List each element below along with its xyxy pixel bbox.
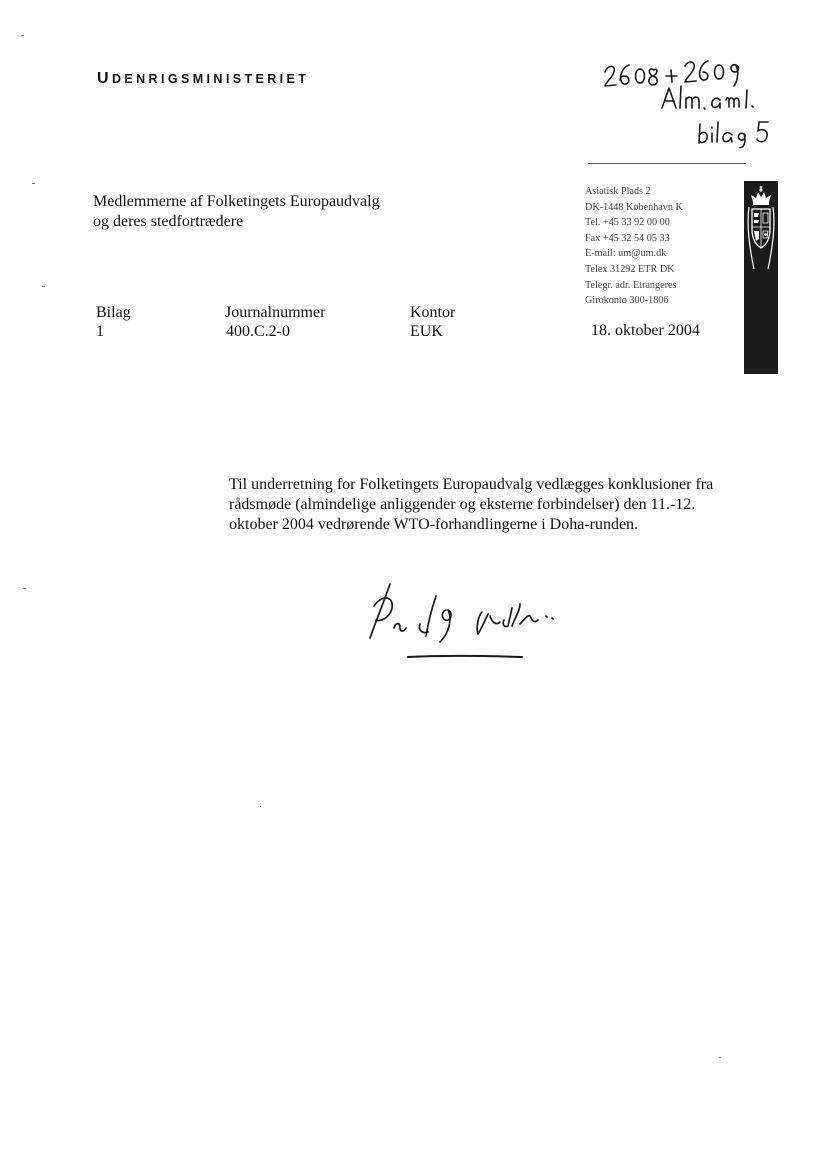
ministry-name-rest: DENRIGSMINISTERIET	[111, 72, 310, 86]
royal-coat-of-arms-icon	[744, 181, 778, 374]
address-line: Fax +45 32 54 05 33	[585, 232, 670, 244]
address-line: Telegr. adr. Etrangeres	[585, 279, 677, 291]
ministry-letterhead	[97, 70, 309, 88]
handwritten-note-drawing	[596, 48, 796, 148]
handwritten-signature	[360, 576, 580, 668]
address-rule	[588, 163, 746, 164]
journal-number-value: 400.C.2-0	[226, 323, 290, 340]
scan-speck	[260, 806, 261, 807]
recipient-line: og deres stedfortrædere	[93, 213, 244, 230]
recipient-block	[93, 192, 380, 232]
ministry-name-initial: U	[97, 70, 112, 87]
body-line: oktober 2004 vedrørende WTO-forhandlingerne i Doha-runden.	[229, 516, 639, 533]
office-label: Kontor	[410, 304, 456, 321]
scan-speck	[719, 1057, 721, 1058]
handwritten-reference-note	[596, 48, 796, 148]
scan-speck	[32, 183, 35, 184]
crest-band	[744, 181, 778, 374]
recipient-line: Medlemmerne af Folketingets Europaudvalg	[93, 193, 380, 210]
body-line: Til underretning for Folketingets Europaudvalg vedlægges konklusioner fra	[229, 476, 714, 493]
address-line: E-mail: um@um.dk	[585, 248, 667, 260]
sender-address-block	[585, 184, 683, 309]
scan-speck	[42, 286, 45, 287]
address-line: DK-1448 København K	[585, 201, 683, 213]
address-line: Tel. +45 33 92 00 00	[585, 217, 670, 229]
bilag-value: 1	[96, 323, 104, 340]
bilag-label: Bilag	[96, 304, 131, 321]
signature-drawing	[360, 576, 580, 668]
address-line: Telex 31292 ETR DK	[585, 263, 675, 275]
journal-number-label: Journalnummer	[225, 304, 326, 321]
letter-body	[229, 475, 769, 535]
body-line: rådsmøde (almindelige anliggender og eksterne forbindelser) den 11.-12.	[229, 496, 696, 513]
scan-speck	[21, 35, 24, 36]
address-line: Asiatisk Plads 2	[585, 186, 651, 197]
address-line: Girokonto 300-1806	[585, 295, 669, 307]
scan-speck	[23, 588, 26, 589]
letter-date: 18. oktober 2004	[591, 322, 700, 339]
office-value: EUK	[410, 323, 443, 340]
